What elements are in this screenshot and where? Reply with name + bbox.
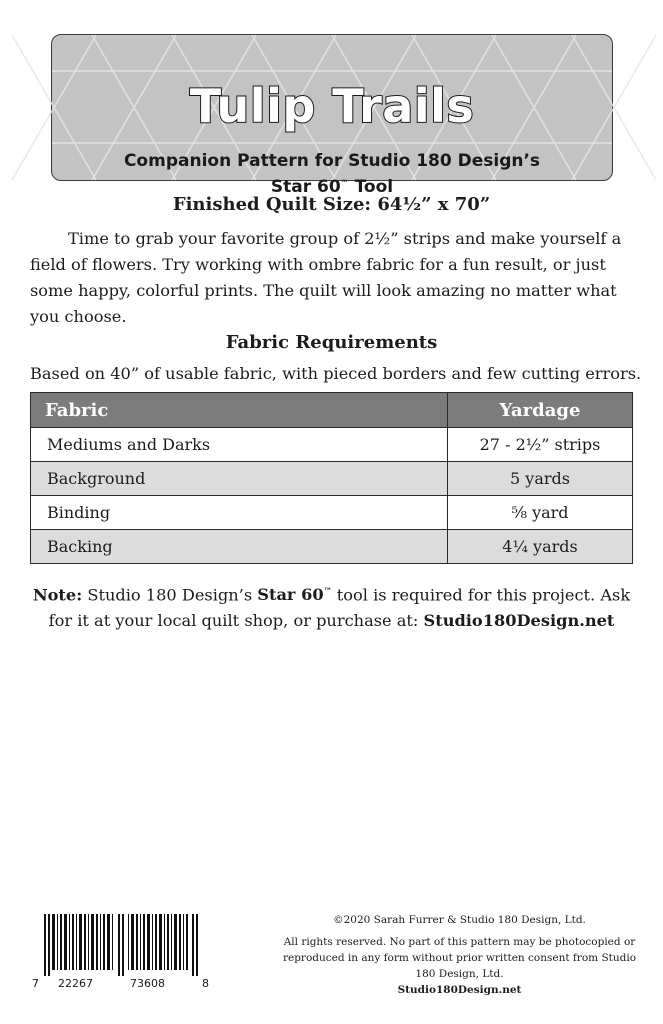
column-header-fabric: Fabric — [31, 393, 448, 428]
yardage-cell: ⅝ yard — [448, 496, 633, 530]
fabric-requirements-table — [30, 392, 633, 564]
copyright-line: ©2020 Sarah Furrer & Studio 180 Design, Ltd. — [333, 914, 586, 926]
table-header-row — [31, 393, 633, 428]
fabric-requirements-heading: Fabric Requirements — [225, 332, 438, 353]
upc-barcode — [40, 914, 210, 976]
fabric-cell: Binding — [31, 496, 448, 530]
fabric-requirements-note: Based on 40” of usable fabric, with pieced borders and few cutting errors. — [30, 364, 642, 383]
fabric-cell: Background — [31, 462, 448, 496]
column-header-yardage: Yardage — [448, 393, 633, 428]
fabric-cell: Backing — [31, 530, 448, 564]
table-row — [31, 428, 633, 462]
pattern-subtitle: Companion Pattern for Studio 180 Design’s — [123, 151, 541, 171]
tool-note — [30, 578, 633, 634]
note-url: Studio180Design.net — [423, 611, 615, 631]
pattern-subtitle-tool: Star 60™ Tool — [270, 177, 394, 197]
barcode-digits-left: 22267 — [58, 977, 93, 990]
note-label: Note: — [32, 585, 83, 605]
barcode-digits-right: 73608 — [130, 977, 165, 990]
fabric-cell: Mediums and Darks — [31, 428, 448, 462]
note-text-cont: tool is required for this project. Ask for it at your local quilt shop, or purchase at: — [48, 585, 631, 631]
rights-statement: All rights reserved. No part of this pattern may be photocopied or reproduced in any form without prior written consent from Studio 180 Design, Ltd. — [282, 936, 637, 980]
yardage-cell: 5 yards — [448, 462, 633, 496]
barcode-digit-last: 8 — [202, 977, 209, 990]
barcode-digit-first: 7 — [32, 977, 39, 990]
note-text: Studio 180 Design’s — [82, 585, 258, 605]
note-tool-name: Star 60™ — [257, 585, 332, 605]
yardage-cell: 27 - 2½” strips — [448, 428, 633, 462]
title-banner — [51, 34, 613, 197]
yardage-cell: 4¼ yards — [448, 530, 633, 564]
pattern-title: Tulip Trails — [189, 79, 475, 133]
intro-paragraph: Time to grab your favorite group of 2½” strips and make yourself a field of flowers. Try working with ombre fabric for a fun result, or just some happy, colorful prints. The quilt will look amazing no matter what you choose. — [30, 229, 622, 326]
table-row — [31, 496, 633, 530]
table-row — [31, 462, 633, 496]
footer-website: Studio180Design.net — [397, 984, 522, 996]
finished-size-heading: Finished Quilt Size: 64½” x 70” — [172, 194, 491, 215]
table-row — [31, 530, 633, 564]
